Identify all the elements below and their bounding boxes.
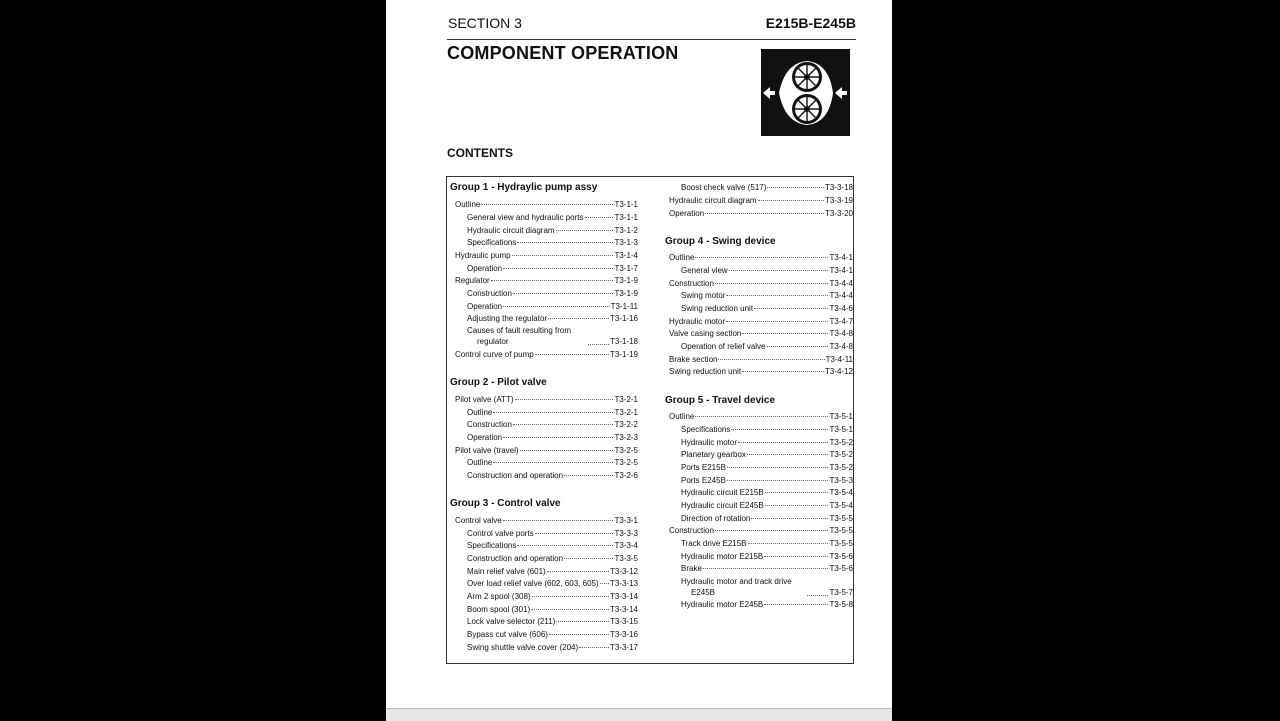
toc-entry <box>681 342 853 352</box>
toc-entry-page: T3-1-9 <box>614 289 638 298</box>
toc-entry <box>681 438 853 448</box>
toc-entry <box>681 600 853 610</box>
toc-entry-label: Boom spool (301) <box>467 604 531 614</box>
toc-entry-page: T3-1-7 <box>614 263 638 273</box>
toc-entry <box>467 326 638 347</box>
toc-entry <box>669 329 853 339</box>
toc-entry-label: Pilot valve (ATT) <box>455 395 514 404</box>
toc-entry <box>467 289 638 299</box>
toc-entry-label: General view <box>681 266 728 275</box>
page-title: COMPONENT OPERATION <box>447 43 679 63</box>
dot-leader <box>585 217 614 218</box>
dot-leader <box>535 533 614 534</box>
dot-leader <box>765 505 829 506</box>
toc-entry-page: T3-1-11 <box>610 301 638 311</box>
toc-entry-page: T3-2-3 <box>614 433 638 442</box>
toc-entry-label: Hydraulic motor E245B <box>681 600 764 609</box>
dot-leader <box>767 346 829 347</box>
toc-entry-label: Hydraulic pump <box>455 251 511 260</box>
dot-leader <box>747 454 829 455</box>
toc-entry <box>467 408 638 418</box>
dot-leader <box>491 280 614 281</box>
toc-entry-label: Construction and operation <box>467 554 564 563</box>
toc-entry <box>455 446 638 456</box>
toc-entry-label: Hydraulic circuit E245B <box>681 501 764 510</box>
dot-leader <box>503 268 613 269</box>
toc-entry-page: T3-4-8 <box>829 342 853 351</box>
toc-entry-page: T3-5-2 <box>829 450 853 459</box>
toc-entry-label: Valve casing section <box>669 329 742 338</box>
toc-entry-label: Brake <box>681 564 702 573</box>
toc-entry-label: Operation of relief valve <box>681 342 766 351</box>
toc-entry <box>669 317 853 327</box>
toc-entry-label: Construction <box>467 420 512 429</box>
toc-entry <box>669 526 853 536</box>
toc-entry <box>467 592 638 602</box>
toc-entry-label: Swing motor <box>681 291 726 300</box>
toc-entry-label: Control valve ports <box>467 528 534 538</box>
toc-entry-label: Brake section <box>669 354 718 364</box>
toc-entry <box>669 279 853 289</box>
toc-entry <box>467 264 638 274</box>
toc-entry-page: T3-3-14 <box>609 604 638 614</box>
toc-group-title: Group 4 - Swing device <box>665 236 776 247</box>
toc-entry-label: Operation <box>467 433 503 442</box>
toc-entry <box>669 196 853 206</box>
toc-entry <box>467 314 638 324</box>
toc-entry-label: Causes of fault resulting from regulator <box>467 326 572 346</box>
toc-group-title: Group 1 - Hydraylic pump assy <box>450 182 598 193</box>
toc-entry-page: T3-2-1 <box>614 395 638 404</box>
toc-entry <box>467 541 638 551</box>
toc-entry-page: T3-3-13 <box>609 579 638 588</box>
toc-entry <box>681 183 853 193</box>
toc-entry <box>467 471 638 481</box>
toc-entry-label: Planetary gearbox <box>681 450 746 459</box>
toc-entry-page: T3-1-1 <box>614 213 638 222</box>
dot-leader <box>535 354 609 355</box>
dot-leader <box>513 424 614 425</box>
toc-entry-label: Specifications <box>681 425 731 434</box>
toc-entry <box>455 516 638 526</box>
toc-entry-page: T3-1-9 <box>614 276 638 285</box>
section-label: SECTION 3 <box>448 15 522 31</box>
next-page-edge <box>386 708 892 721</box>
dot-leader <box>517 242 613 243</box>
toc-entry-page: T3-1-2 <box>614 225 638 235</box>
toc-entry <box>681 501 853 511</box>
toc-entry-label: Specifications <box>467 541 517 550</box>
toc-entry <box>681 266 853 276</box>
toc-entry-page: T3-3-19 <box>824 196 853 205</box>
dot-leader <box>718 359 824 360</box>
header-divider <box>447 39 856 40</box>
toc-entry <box>455 200 638 210</box>
toc-entry-label: Construction <box>669 278 714 288</box>
toc-entry-label: Hydraulic circuit E215B <box>681 488 764 497</box>
dot-leader <box>556 230 614 231</box>
toc-entry <box>669 355 853 365</box>
dot-leader <box>765 492 829 493</box>
toc-entry-page: T3-1-19 <box>609 350 638 359</box>
toc-entry-page: T3-5-8 <box>829 600 853 609</box>
toc-entry-page: T3-5-4 <box>829 488 853 497</box>
toc-entry-page: T3-5-3 <box>829 475 853 485</box>
dot-leader <box>738 442 828 443</box>
toc-entry-page: T3-4-7 <box>829 316 853 326</box>
dot-leader <box>807 595 828 596</box>
toc-entry-label: General view and hydraulic ports <box>467 213 584 222</box>
toc-entry-page: T3-5-2 <box>829 437 853 447</box>
toc-entry-label: Outline <box>669 412 695 421</box>
toc-entry-label: Bypass cut valve (606) <box>467 630 548 639</box>
dot-leader <box>767 187 824 188</box>
toc-entry-label: Adjusting the regulator <box>467 314 548 323</box>
toc-entry <box>669 253 853 263</box>
dot-leader <box>503 306 609 307</box>
toc-entry-page: T3-3-18 <box>824 183 853 192</box>
contents-heading: CONTENTS <box>447 146 513 160</box>
toc-entry <box>467 213 638 223</box>
toc-entry-label: Lock valve selector (211) <box>467 617 556 626</box>
toc-entry <box>467 433 638 443</box>
dot-leader <box>764 604 828 605</box>
toc-entry <box>669 209 853 219</box>
toc-entry-page: T3-3-5 <box>614 554 638 563</box>
toc-entry-page: T3-4-4 <box>829 278 853 288</box>
toc-entry-label: Track drive E215B <box>681 539 747 548</box>
toc-entry-page: T3-3-3 <box>614 528 638 538</box>
toc-entry-label: Main relief valve (601) <box>467 566 546 576</box>
toc-entry-page: T3-4-8 <box>829 329 853 338</box>
toc-entry-page: T3-5-5 <box>829 526 853 535</box>
dot-leader <box>549 634 609 635</box>
dot-leader <box>503 437 613 438</box>
dot-leader <box>520 450 614 451</box>
toc-entry-page: T3-5-5 <box>829 539 853 548</box>
dot-leader <box>588 344 609 345</box>
dot-leader <box>703 568 829 569</box>
dot-leader <box>751 518 828 519</box>
dot-leader <box>548 318 609 319</box>
dot-leader <box>513 293 614 294</box>
toc-entry-page: T3-5-7 <box>829 588 853 597</box>
dot-leader <box>695 416 828 417</box>
toc-entry-page: T3-3-20 <box>824 208 853 218</box>
toc-entry <box>681 463 853 473</box>
dot-leader <box>564 475 613 476</box>
toc-entry-label: Ports E245B <box>681 475 726 485</box>
toc-group-title: Group 5 - Travel device <box>665 395 776 406</box>
toc-entry <box>681 577 853 598</box>
toc-entry-page: T3-2-1 <box>614 407 638 417</box>
toc-entry-page: T3-5-1 <box>829 412 853 421</box>
toc-entry <box>467 529 638 539</box>
toc-entry-page: T3-4-6 <box>829 304 853 313</box>
dot-leader <box>503 520 614 521</box>
toc-entry-label: Control valve <box>455 516 502 525</box>
toc-entry <box>455 276 638 286</box>
toc-entry-label: Over load relief valve (602, 603, 605) <box>467 579 599 588</box>
toc-entry <box>681 488 853 498</box>
toc-entry <box>467 605 638 615</box>
toc-entry-label: Swing reduction unit <box>681 304 754 313</box>
dot-leader <box>742 333 828 334</box>
toc-entry-page: T3-3-17 <box>609 642 638 652</box>
toc-group-title: Group 3 - Control valve <box>450 498 561 509</box>
dot-leader <box>556 621 609 622</box>
toc-entry-label: Outline <box>669 253 695 262</box>
toc-entry-label: Hydraulic circuit diagram <box>669 196 757 205</box>
toc-entry <box>455 395 638 405</box>
toc-entry <box>681 450 853 460</box>
dot-leader <box>579 647 609 648</box>
toc-entry-label: Construction and operation <box>467 471 564 480</box>
toc-entry <box>467 238 638 248</box>
toc-entry <box>467 554 638 564</box>
toc-entry-page: T3-2-6 <box>614 471 638 480</box>
toc-entry <box>681 304 853 314</box>
dot-leader <box>695 257 828 258</box>
toc-entry <box>669 412 853 422</box>
dot-leader <box>731 429 828 430</box>
toc-entry-label: Swing shuttle valve cover (204) <box>467 642 579 652</box>
dot-leader <box>727 467 829 468</box>
toc-entry <box>467 302 638 312</box>
toc-entry-page: T3-3-1 <box>614 516 638 525</box>
dot-leader <box>758 200 824 201</box>
toc-entry-page: T3-3-4 <box>614 541 638 550</box>
toc-entry-label: Construction <box>669 526 714 535</box>
toc-entry-page: T3-2-2 <box>614 420 638 429</box>
toc-entry-label: Hydraulic motor and track drive E245B <box>681 577 792 597</box>
dot-leader <box>729 270 829 271</box>
dot-leader <box>481 204 613 205</box>
toc-entry-page: T3-1-4 <box>614 251 638 260</box>
toc-entry-page: T3-2-5 <box>614 445 638 455</box>
toc-entry-label: Hydraulic motor E215B <box>681 551 764 561</box>
toc-entry <box>669 367 853 377</box>
dot-leader <box>754 308 828 309</box>
toc-entry-page: T3-1-3 <box>614 238 638 247</box>
toc-entry <box>467 630 638 640</box>
toc-entry <box>681 552 853 562</box>
dot-leader <box>564 558 613 559</box>
dot-leader <box>600 583 609 584</box>
toc-entry <box>681 291 853 301</box>
model-label: E215B-E245B <box>765 15 856 31</box>
toc-entry <box>681 539 853 549</box>
toc-entry <box>681 476 853 486</box>
toc-entry-label: Operation <box>669 208 705 218</box>
toc-entry-page: T3-1-1 <box>614 200 638 209</box>
toc-entry-page: T3-4-1 <box>829 266 853 275</box>
toc-entry-page: T3-3-15 <box>609 617 638 626</box>
dot-leader <box>532 596 609 597</box>
toc-entry-label: Operation <box>467 301 503 311</box>
toc-entry-label: Swing reduction unit <box>669 367 742 376</box>
dot-leader <box>531 609 609 610</box>
table-of-contents <box>446 176 854 664</box>
toc-entry <box>467 617 638 627</box>
dot-leader <box>705 213 824 214</box>
toc-entry-label: Outline <box>467 458 493 467</box>
toc-entry-label: Control curve of pump <box>455 350 534 359</box>
toc-entry-page: T3-4-4 <box>829 291 853 300</box>
manual-page <box>386 0 892 720</box>
dot-leader <box>493 412 613 413</box>
toc-entry-page: T3-2-5 <box>614 458 638 467</box>
dot-leader <box>726 295 828 296</box>
toc-group-title: Group 2 - Pilot valve <box>450 377 547 388</box>
toc-entry-label: Outline <box>455 200 481 209</box>
dot-leader <box>726 321 828 322</box>
toc-entry-label: Ports E215B <box>681 463 726 472</box>
dot-leader <box>512 255 614 256</box>
dot-leader <box>715 530 829 531</box>
dot-leader <box>547 571 609 572</box>
toc-entry-page: T3-3-14 <box>609 592 638 601</box>
toc-entry-label: Specifications <box>467 238 517 247</box>
toc-entry <box>467 579 638 589</box>
dot-leader <box>727 480 829 481</box>
toc-entry <box>467 226 638 236</box>
toc-entry-page: T3-1-16 <box>609 314 638 323</box>
dot-leader <box>742 371 824 372</box>
toc-entry <box>681 514 853 524</box>
toc-entry <box>455 350 638 360</box>
toc-entry-label: Boost check valve (517) <box>681 183 767 192</box>
toc-entry-page: T3-4-11 <box>825 354 853 364</box>
toc-entry-page: T3-5-6 <box>829 564 853 573</box>
toc-entry <box>467 567 638 577</box>
toc-entry <box>681 564 853 574</box>
toc-entry-page: T3-3-12 <box>609 566 638 576</box>
dot-leader <box>517 545 613 546</box>
toc-entry-label: Hydraulic circuit diagram <box>467 225 555 235</box>
toc-entry-page: T3-5-2 <box>829 463 853 472</box>
toc-entry <box>681 425 853 435</box>
hydraulic-gear-pump-icon <box>761 49 850 136</box>
toc-entry-label: Outline <box>467 407 493 417</box>
toc-entry-label: Arm 2 spool (308) <box>467 592 531 601</box>
dot-leader <box>493 462 613 463</box>
toc-entry-page: T3-5-6 <box>829 551 853 561</box>
toc-entry-label: Regulator <box>455 276 490 285</box>
toc-entry-page: T3-5-4 <box>829 501 853 510</box>
toc-entry-label: Construction <box>467 289 512 298</box>
toc-entry-label: Hydraulic motor <box>669 316 726 326</box>
dot-leader <box>748 543 829 544</box>
dot-leader <box>515 399 614 400</box>
toc-entry-page: T3-4-12 <box>824 367 853 376</box>
toc-entry-page: T3-5-1 <box>829 425 853 434</box>
toc-entry <box>467 458 638 468</box>
toc-entry-page: T3-1-18 <box>609 337 638 346</box>
toc-entry-label: Direction of rotation <box>681 513 751 523</box>
toc-entry <box>467 643 638 653</box>
toc-entry <box>455 251 638 261</box>
toc-entry-page: T3-4-1 <box>829 253 853 262</box>
dot-leader <box>764 556 828 557</box>
dot-leader <box>715 283 829 284</box>
toc-entry-label: Pilot valve (travel) <box>455 445 519 455</box>
toc-entry-page: T3-3-16 <box>609 630 638 639</box>
toc-entry-label: Hydraulic motor <box>681 437 738 447</box>
toc-entry <box>467 420 638 430</box>
toc-entry-label: Operation <box>467 263 503 273</box>
toc-entry-page: T3-5-5 <box>829 513 853 523</box>
